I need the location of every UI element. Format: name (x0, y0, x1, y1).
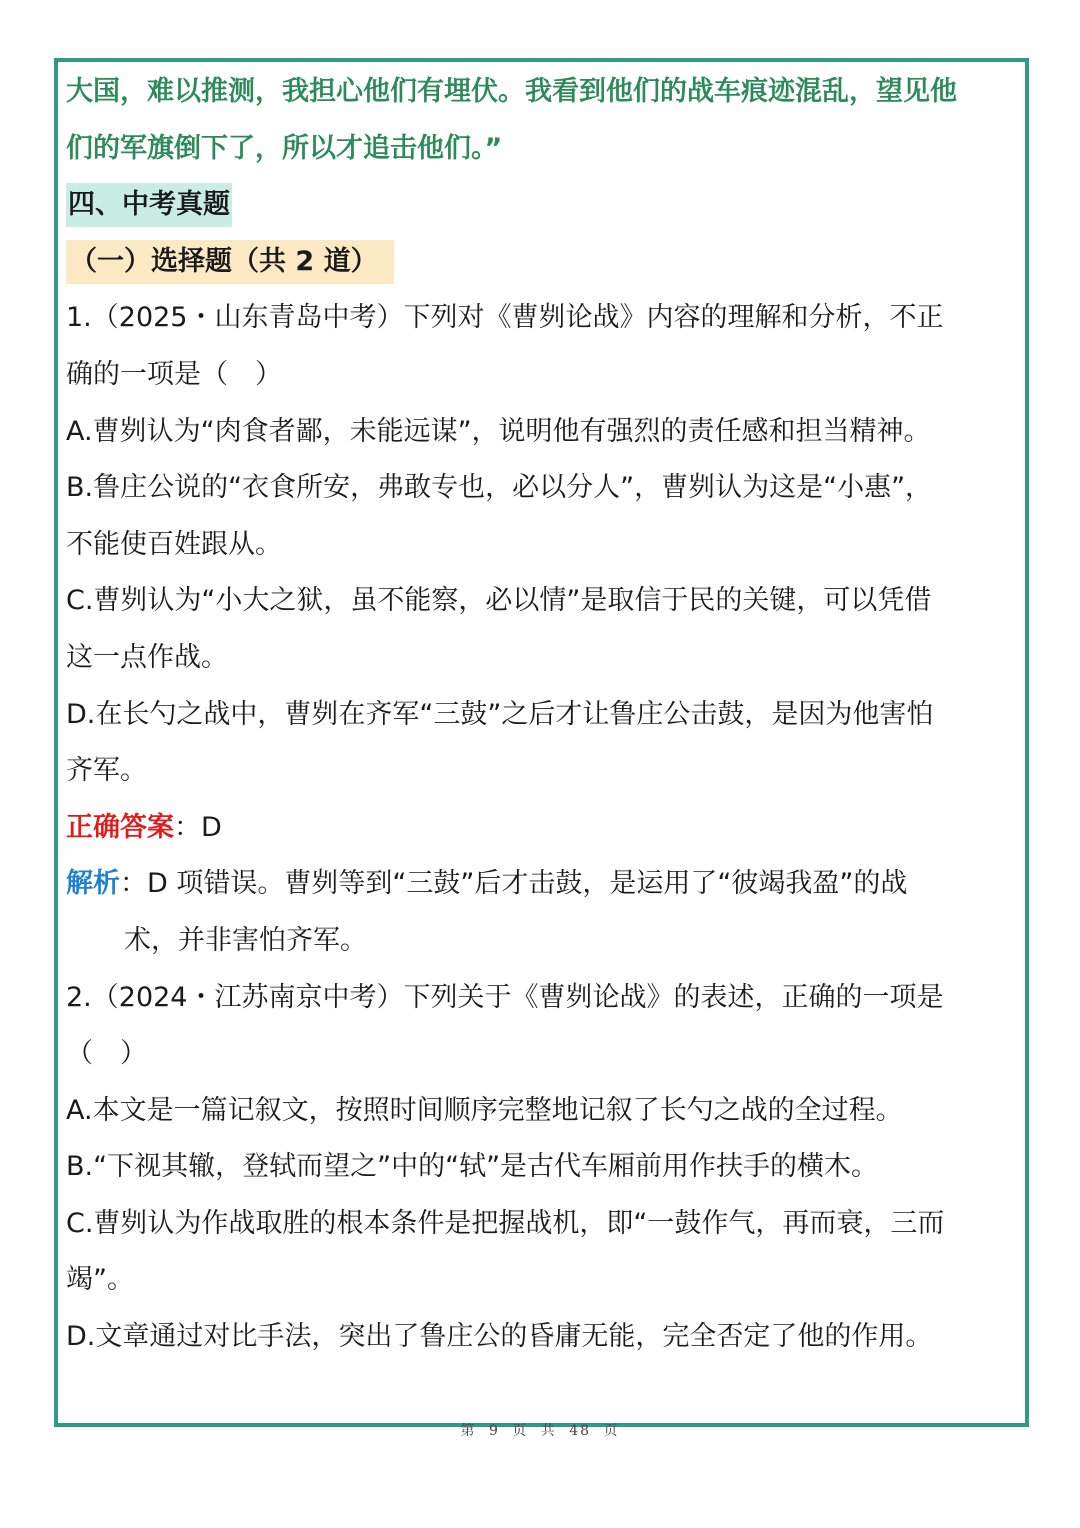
q1-option-b-line-1: B.鲁庄公说的“衣食所安，弗敢专也，必以分人”，曹刿认为这是“小惠”， (66, 472, 933, 504)
q1-stem-line-2: 确的一项是（ ） (66, 358, 282, 390)
q1-option-d-line-1: D.在长勺之战中，曹刿在齐军“三鼓”之后才让鲁庄公击鼓，是因为他害怕 (66, 698, 934, 730)
subsection-title: （一）选择题（共 2 道） (66, 240, 394, 284)
analysis-text-line-1: ：D 项错误。曹刿等到“三鼓”后才击鼓，是运用了“彼竭我盈”的战 (120, 868, 908, 900)
q1-option-a: A.曹刿认为“肉食者鄙，未能远谋”，说明他有强烈的责任感和担当精神。 (66, 415, 931, 447)
q2-stem-line-1: 2.（2024・江苏南京中考）下列关于《曹刿论战》的表述，正确的一项是 (66, 981, 944, 1013)
q1-option-b-line-2: 不能使百姓跟从。 (66, 528, 282, 560)
answer-label: 正确答案 (66, 811, 174, 843)
page-footer: 第 9 页 共 48 页 (460, 1423, 620, 1439)
q1-option-d-line-2: 齐军。 (66, 755, 147, 787)
q1-answer (66, 800, 1018, 857)
q2-option-d: D.文章通过对比手法，突出了鲁庄公的昏庸无能，完全否定了他的作用。 (66, 1321, 933, 1353)
q2-stem-line-2: （ ） (66, 1038, 147, 1070)
q1-option-c-line-1: C.曹刿认为“小大之狱，虽不能察，必以情”是取信于民的关键，可以凭借 (66, 585, 932, 617)
intro-line-2: 们的军旗倒下了，所以才追击他们。” (66, 132, 503, 164)
q2-option-c-line-2: 竭”。 (66, 1264, 134, 1296)
answer-value: ：D (174, 811, 222, 843)
analysis-label: 解析 (66, 868, 120, 900)
q2-option-a: A.本文是一篇记叙文，按照时间顺序完整地记叙了长勺之战的全过程。 (66, 1094, 903, 1126)
q2-option-c-line-1: C.曹刿认为作战取胜的根本条件是把握战机，即“一鼓作气，再而衰，三而 (66, 1207, 945, 1239)
q1-analysis (66, 856, 1018, 913)
q1-option-c-line-2: 这一点作战。 (66, 641, 228, 673)
page-content (66, 64, 1018, 1366)
q1-stem-line-1: 1.（2025・山东青岛中考）下列对《曹刿论战》内容的理解和分析，不正 (66, 302, 944, 334)
section-title: 四、中考真题 (66, 183, 232, 227)
q2-option-b: B.“下视其辙，登轼而望之”中的“轼”是古代车厢前用作扶手的横木。 (66, 1151, 879, 1183)
intro-line-1: 大国，难以推测，我担心他们有埋伏。我看到他们的战车痕迹混乱，望见他 (66, 76, 957, 107)
analysis-text-line-2: 术，并非害怕齐军。 (124, 924, 367, 956)
